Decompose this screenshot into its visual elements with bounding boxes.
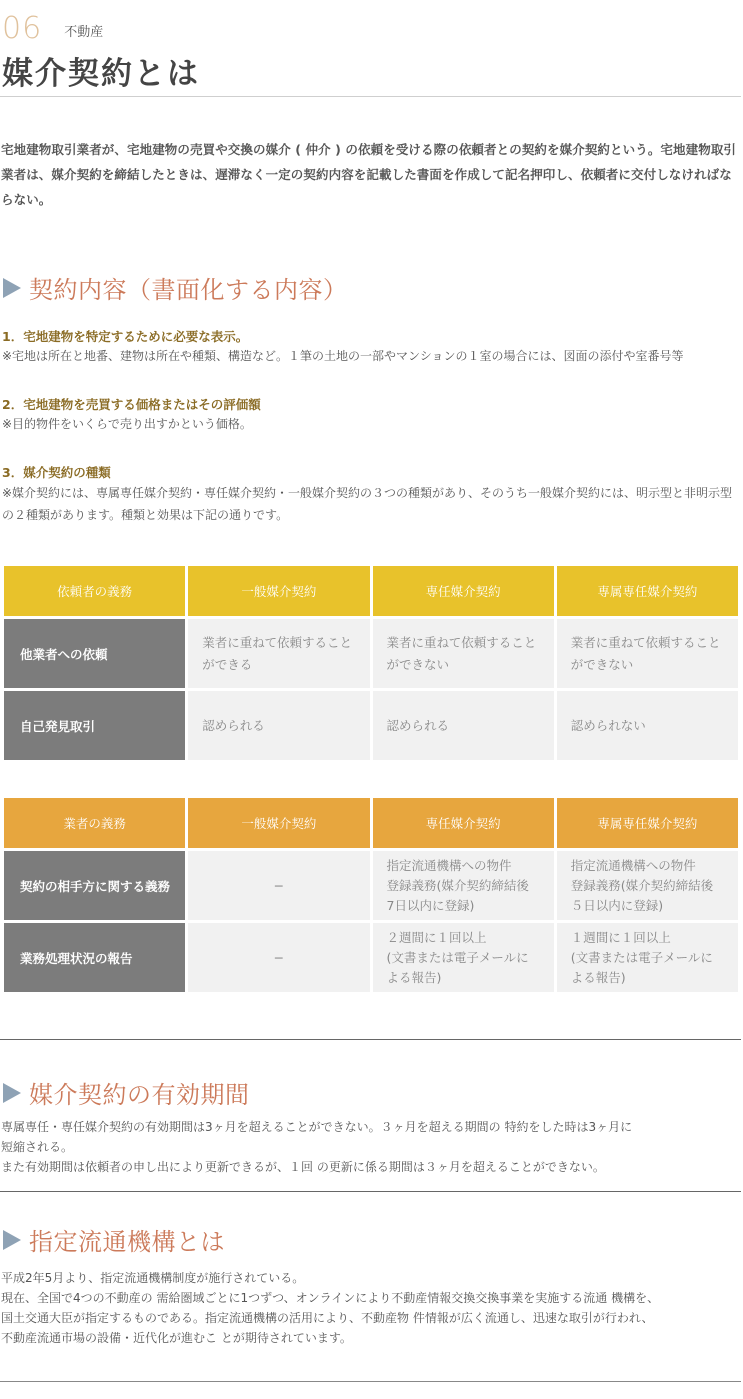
section-heading-text: 媒介契約の有効期間 <box>29 1081 250 1109</box>
table-header-row <box>4 566 738 616</box>
section-heading-designated-network <box>3 1222 225 1257</box>
section-divider <box>0 1039 741 1040</box>
section-heading-contract-content <box>3 270 348 305</box>
page-title: 媒介契約とは <box>2 56 200 92</box>
table-header-cell: 専任媒介契約 <box>373 798 554 848</box>
table-header-cell: 業者の義務 <box>4 798 185 848</box>
table-cell: 業者に重ねて依頼することができない <box>373 619 554 688</box>
arrow-right-icon <box>3 1230 21 1250</box>
table-cell: 業者に重ねて依頼することができない <box>557 619 738 688</box>
item-2-title: 2．宅地建物を売買する価格またはその評価額 <box>2 397 261 412</box>
chapter-category: 不動産 <box>64 25 104 40</box>
section-heading-text: 契約内容（書面化する内容） <box>29 276 348 304</box>
chapter-number: 06 <box>2 11 43 46</box>
designated-network-paragraph: 平成2年5月より、指定流通機構制度が施行されている。 現在、全国で4つの不動産の 需給圏域ごとに1つずつ、オンラインにより不動産情報交換交換事業を実施する流通 機構を、 国土交通大臣が指定するものである。指定流通機構の活用により、不動産物 件情報が広く流通し、迅速な取引が行われ、 不動産流通市場の設備・近代化が進むこ とが期待されています。 <box>1 1271 660 1345</box>
validity-paragraph: 専属専任・専任媒介契約の有効期間は3ヶ月を超えることができない。３ヶ月を超える期間の 特約をした時は3ヶ月に 短縮される。 また有効期間は依頼者の申し出により更新できるが、１回 の更新に係る期間は３ヶ月を超えることができない。 <box>1 1120 633 1174</box>
table-header-cell: 専任媒介契約 <box>373 566 554 616</box>
table-header-cell: 一般媒介契約 <box>188 798 369 848</box>
item-1-text: ※宅地は所在と地番、建物は所在や種類、構造など。１筆の土地の一部やマンションの１室の場合には、図面の添付や室番号等 <box>2 349 684 363</box>
title-divider <box>0 96 741 97</box>
table-row <box>4 619 738 688</box>
item-3-title: 3．媒介契約の種類 <box>2 465 111 480</box>
table-cell: 指定流通機構への物件 登録義務(媒介契約締結後 ５日以内に登録) <box>557 851 738 920</box>
row-header-cell: 業務処理状況の報告 <box>4 923 185 992</box>
table-header-cell: 一般媒介契約 <box>188 566 369 616</box>
arrow-right-icon <box>3 278 21 298</box>
table-cell: − <box>188 923 369 992</box>
table-header-cell: 依頼者の義務 <box>4 566 185 616</box>
row-header-cell: 他業者への依頼 <box>4 619 185 688</box>
table-header-row <box>4 798 738 848</box>
table-row <box>4 851 738 920</box>
table-cell: 認められる <box>188 691 369 760</box>
table-row <box>4 691 738 760</box>
section-heading-text: 指定流通機構とは <box>29 1228 225 1256</box>
table-header-cell: 専属専任媒介契約 <box>557 566 738 616</box>
table-cell: 指定流通機構への物件 登録義務(媒介契約締結後 7日以内に登録) <box>373 851 554 920</box>
agent-obligations-table <box>1 795 741 995</box>
item-3-text: ※媒介契約には、専属専任媒介契約・専任媒介契約・一般媒介契約の３つの種類があり、そのうち一般媒介契約には、明示型と非明示型の２種類があります。種類と効果は下記の通りです。 <box>2 486 733 522</box>
arrow-right-icon <box>3 1083 21 1103</box>
table-cell: ２週間に１回以上 (文書または電子メールに よる報告) <box>373 923 554 992</box>
item-1-title: 1．宅地建物を特定するために必要な表示。 <box>2 329 249 344</box>
table-cell: 認められる <box>373 691 554 760</box>
row-header-cell: 契約の相手方に関する義務 <box>4 851 185 920</box>
intro-paragraph: 宅地建物取引業者が、宅地建物の売買や交換の媒介 ( 仲介 ) の依頼を受ける際の依頼者との契約を媒介契約という。宅地建物取引業者は、媒介契約を締結したときは、遅滞なく一定の契約内容を記載した書面を作成して記名押印し、依頼者に交付しなければならない。 <box>1 142 737 207</box>
item-2-text: ※目的物件をいくらで売り出すかという価格。 <box>2 417 252 431</box>
table-cell: − <box>188 851 369 920</box>
table-cell: 業者に重ねて依頼することができる <box>188 619 369 688</box>
client-obligations-table <box>1 563 741 763</box>
section-divider <box>0 1381 741 1382</box>
section-heading-validity-period <box>3 1075 250 1110</box>
row-header-cell: 自己発見取引 <box>4 691 185 760</box>
section-divider <box>0 1191 741 1192</box>
table-row <box>4 923 738 992</box>
table-cell: 認められない <box>557 691 738 760</box>
chapter-label <box>2 6 103 44</box>
table-cell: １週間に１回以上 (文書または電子メールに よる報告) <box>557 923 738 992</box>
table-header-cell: 専属専任媒介契約 <box>557 798 738 848</box>
